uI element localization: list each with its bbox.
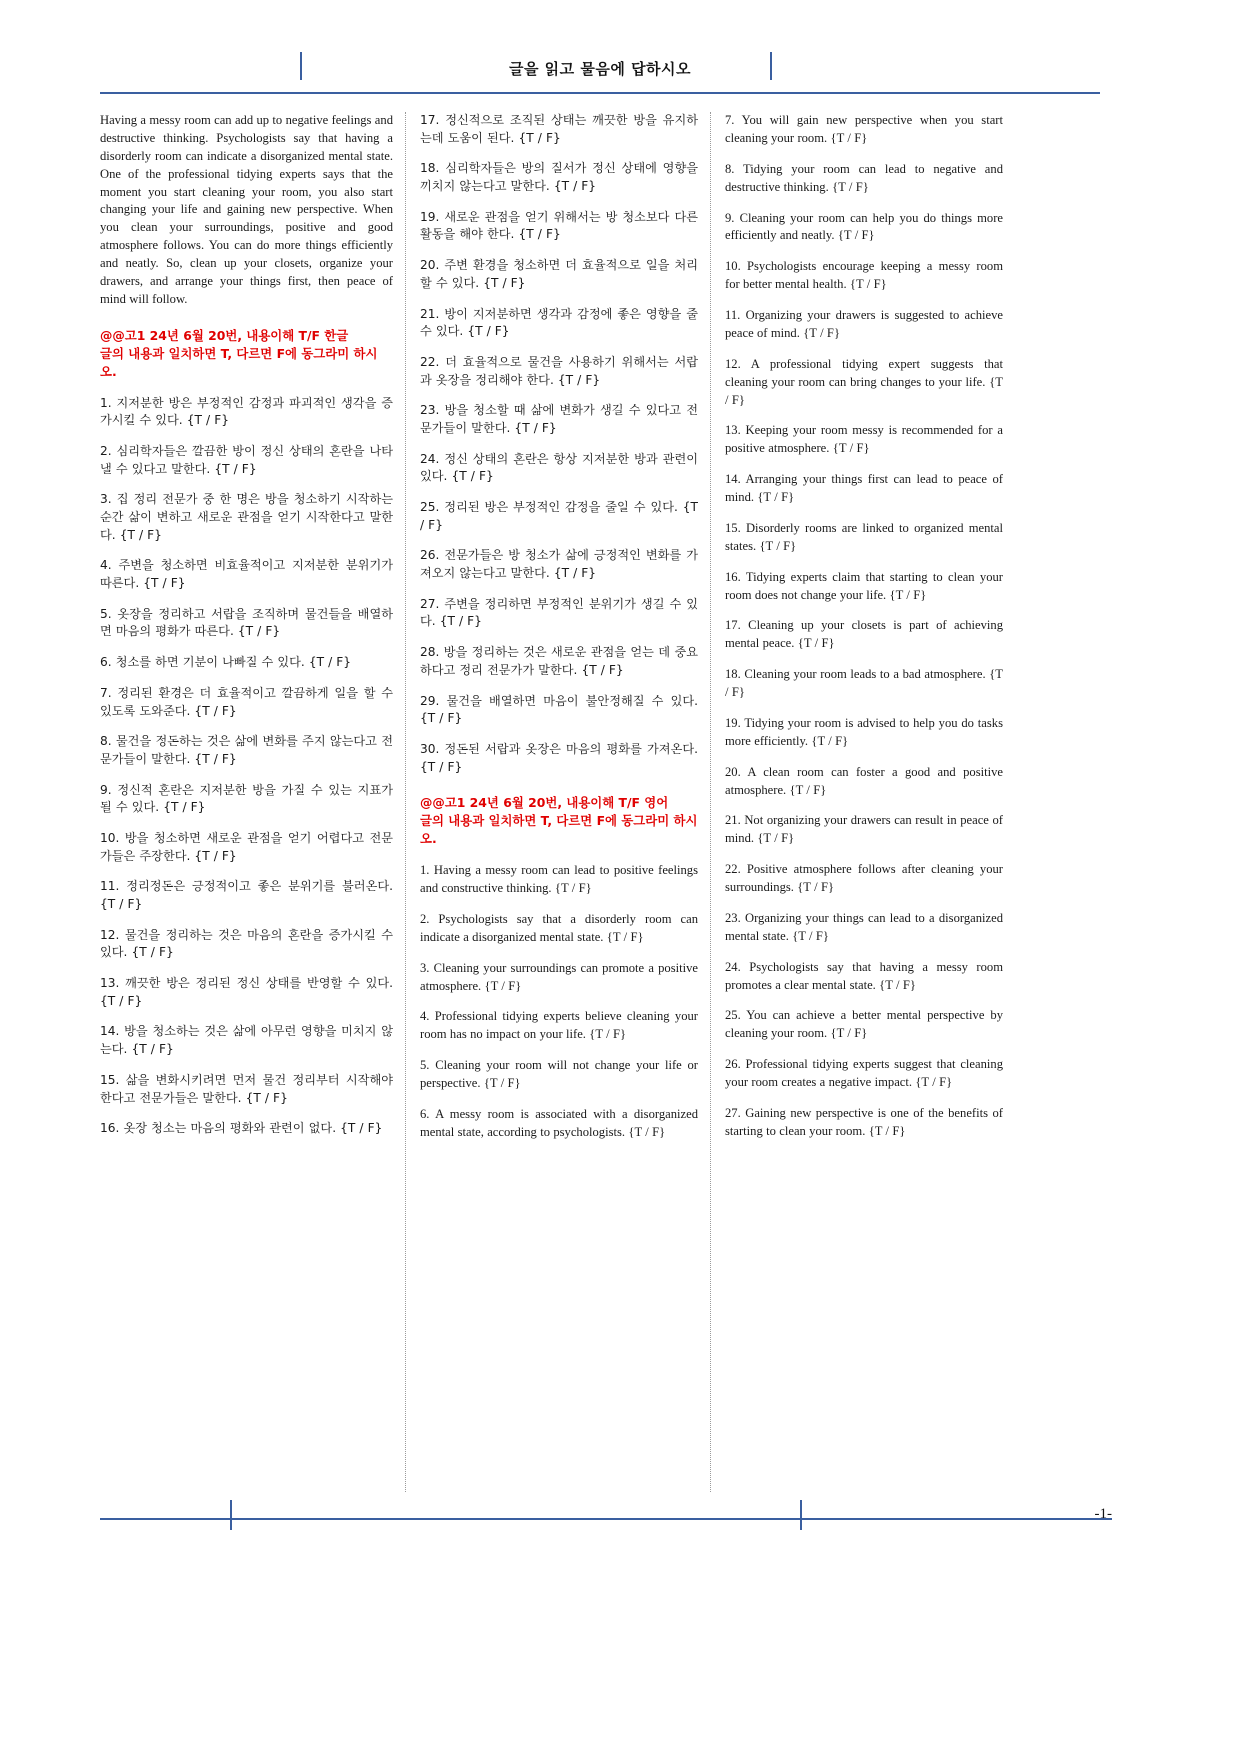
question-item[interactable]: 8. Tidying your room can lead to negative and destructive thinking. {T / F} bbox=[725, 161, 1003, 194]
column-two bbox=[405, 112, 710, 1492]
question-item[interactable]: 20. A clean room can foster a good and positive atmosphere. {T / F} bbox=[725, 764, 1003, 797]
question-item[interactable]: 21. 방이 지저분하면 생각과 감정에 좋은 영향을 줄 수 있다. {T / F} bbox=[420, 306, 698, 339]
header-tick-right bbox=[770, 52, 772, 80]
question-item[interactable]: 10. 방을 청소하면 새로운 관점을 얻기 어렵다고 전문가들은 주장한다. {T / F} bbox=[100, 830, 393, 863]
question-item[interactable]: 5. Cleaning your room will not change your life or perspective. {T / F} bbox=[420, 1058, 698, 1091]
question-item[interactable]: 3. Cleaning your surroundings can promote a positive atmosphere. {T / F} bbox=[420, 960, 698, 993]
column-three bbox=[710, 112, 1015, 1492]
reading-passage: Having a messy room can add up to negative feelings and destructive thinking. Psychologists say that having a disorderly room can indicate a disorganized mental state. One of the professional tidying experts says that the moment you start cleaning your room, you also start changing your life and gaining new perspective. When you clean your surroundings, positive and good atmosphere follows. You can do more things efficiently and neatly. So, clean up your closets, organize your drawers, and arrange your things first, then peace of mind will follow. bbox=[100, 113, 393, 306]
page-title: 글을 읽고 물음에 답하시오 bbox=[508, 60, 692, 78]
footer-divider bbox=[100, 1518, 1112, 1520]
question-item[interactable]: 19. 새로운 관점을 얻기 위해서는 방 청소보다 다른 활동을 해야 한다. {T / F} bbox=[420, 209, 698, 242]
question-item[interactable]: 14. Arranging your things first can lead to peace of mind. {T / F} bbox=[725, 472, 1003, 504]
question-item[interactable]: 25. You can achieve a better mental perspective by cleaning your room. {T / F} bbox=[725, 1008, 1003, 1041]
question-item[interactable]: 2. Psychologists say that a disorderly room can indicate a disorganized mental state. {T / F} bbox=[420, 911, 698, 944]
question-item[interactable]: 11. 정리정돈은 긍정적이고 좋은 분위기를 불러온다. {T / F} bbox=[100, 879, 393, 912]
question-item[interactable]: 6. A messy room is associated with a disorganized mental state, according to psychologists. {T / F} bbox=[420, 1106, 698, 1139]
content-columns bbox=[100, 112, 1112, 1492]
question-item[interactable]: 9. Cleaning your room can help you do things more efficiently and neatly. {T / F} bbox=[725, 210, 1003, 243]
question-item[interactable]: 17. 정신적으로 조직된 상태는 깨끗한 방을 유지하는데 도움이 된다. {T / F} bbox=[420, 113, 698, 145]
footer-tick-right bbox=[800, 1500, 802, 1530]
question-item[interactable]: 2. 심리학자들은 깔끔한 방이 정신 상태의 혼란을 나타낼 수 있다고 말한다. {T / F} bbox=[100, 443, 393, 476]
question-item[interactable]: 25. 정리된 방은 부정적인 감정을 줄일 수 있다. {T / F} bbox=[420, 500, 698, 532]
header-divider bbox=[100, 92, 1100, 94]
question-item[interactable]: 16. 옷장 청소는 마음의 평화와 관련이 없다. {T / F} bbox=[100, 1121, 383, 1136]
question-item[interactable]: 20. 주변 환경을 청소하면 더 효율적으로 일을 처리할 수 있다. {T / F} bbox=[420, 258, 698, 290]
question-item[interactable]: 15. Disorderly rooms are linked to organized mental states. {T / F} bbox=[725, 520, 1003, 553]
question-item[interactable]: 29. 물건을 배열하면 마음이 불안정해질 수 있다. {T / F} bbox=[420, 693, 698, 726]
section-heading-english bbox=[420, 794, 698, 848]
question-item[interactable]: 24. 정신 상태의 혼란은 항상 지저분한 방과 관련이 있다. {T / F} bbox=[420, 451, 698, 484]
footer-tick-left bbox=[230, 1500, 232, 1530]
section-heading-korean bbox=[100, 327, 393, 381]
question-item[interactable]: 7. You will gain new perspective when you start cleaning your room. {T / F} bbox=[725, 113, 1003, 145]
question-item[interactable]: 21. Not organizing your drawers can result in peace of mind. {T / F} bbox=[725, 813, 1003, 846]
question-item[interactable]: 19. Tidying your room is advised to help you do tasks more efficiently. {T / F} bbox=[725, 715, 1003, 748]
question-item[interactable]: 5. 옷장을 정리하고 서랍을 조직하며 물건들을 배열하면 마음의 평화가 따른다. {T / F} bbox=[100, 606, 393, 639]
question-item[interactable]: 24. Psychologists say that having a messy room promotes a clear mental state. {T / F} bbox=[725, 959, 1003, 992]
question-item[interactable]: 12. 물건을 정리하는 것은 마음의 혼란을 증가시킬 수 있다. {T / F} bbox=[100, 927, 393, 960]
question-item[interactable]: 12. A professional tidying expert suggests that cleaning your room can bring changes to your life. {T / F} bbox=[725, 356, 1003, 407]
question-item[interactable]: 18. Cleaning your room leads to a bad atmosphere. {T / F} bbox=[725, 667, 1003, 699]
question-item[interactable]: 3. 집 정리 전문가 중 한 명은 방을 청소하기 시작하는 순간 삶이 변하고 새로운 관점을 얻기 시작한다고 말한다. {T / F} bbox=[100, 492, 393, 542]
question-item[interactable]: 27. Gaining new perspective is one of the benefits of starting to clean your room. {T / F} bbox=[725, 1105, 1003, 1138]
question-item[interactable]: 13. Keeping your room messy is recommended for a positive atmosphere. {T / F} bbox=[725, 423, 1003, 456]
question-item[interactable]: 1. 지저분한 방은 부정적인 감정과 파괴적인 생각을 증가시킬 수 있다. {T / F} bbox=[100, 395, 393, 428]
question-item[interactable]: 13. 깨끗한 방은 정리된 정신 상태를 반영할 수 있다. {T / F} bbox=[100, 976, 393, 1008]
page-header bbox=[100, 52, 1100, 100]
question-item[interactable]: 4. 주변을 청소하면 비효율적이고 지저분한 분위기가 따른다. {T / F} bbox=[100, 558, 393, 591]
question-item[interactable]: 30. 정돈된 서랍과 옷장은 마음의 평화를 가져온다. {T / F} bbox=[420, 741, 698, 774]
question-item[interactable]: 15. 삶을 변화시키려면 먼저 물건 정리부터 시작해야 한다고 전문가들은 말한다. {T / F} bbox=[100, 1072, 393, 1105]
question-item[interactable]: 1. Having a messy room can lead to positive feelings and constructive thinking. {T / F} bbox=[420, 863, 698, 896]
question-item[interactable]: 4. Professional tidying experts believe cleaning your room has no impact on your life. {T / F} bbox=[420, 1009, 698, 1042]
question-item[interactable]: 6. 청소를 하면 기분이 나빠질 수 있다. {T / F} bbox=[100, 655, 352, 670]
page-number: -1- bbox=[1094, 1506, 1112, 1522]
question-item[interactable]: 17. Cleaning up your closets is part of achieving mental peace. {T / F} bbox=[725, 618, 1003, 651]
question-item[interactable]: 28. 방을 정리하는 것은 새로운 관점을 얻는 데 중요하다고 정리 전문가가 말한다. {T / F} bbox=[420, 645, 698, 677]
question-item[interactable]: 23. 방을 청소할 때 삶에 변화가 생길 수 있다고 전문가들이 말한다. {T / F} bbox=[420, 403, 698, 435]
heading-line-1: @@고1 24년 6월 20번, 내용이해 T/F 영어 bbox=[420, 795, 669, 811]
question-item[interactable]: 22. Positive atmosphere follows after cleaning your surroundings. {T / F} bbox=[725, 862, 1003, 894]
question-item[interactable]: 26. 전문가들은 방 청소가 삶에 긍정적인 변화를 가져오지 않는다고 말한다. {T / F} bbox=[420, 548, 698, 581]
heading-line-1: @@고1 24년 6월 20번, 내용이해 T/F 한글 bbox=[100, 327, 349, 343]
heading-line-2: 글의 내용과 일치하면 T, 다르면 F에 동그라미 하시오. bbox=[100, 345, 378, 379]
header-tick-left bbox=[300, 52, 302, 80]
question-item[interactable]: 22. 더 효율적으로 물건을 사용하기 위해서는 서랍과 옷장을 정리해야 한다. {T / F} bbox=[420, 354, 698, 387]
question-item[interactable]: 11. Organizing your drawers is suggested to achieve peace of mind. {T / F} bbox=[725, 308, 1003, 340]
question-item[interactable]: 10. Psychologists encourage keeping a messy room for better mental health. {T / F} bbox=[725, 259, 1003, 292]
question-item[interactable]: 23. Organizing your things can lead to a disorganized mental state. {T / F} bbox=[725, 910, 1003, 943]
page-footer bbox=[100, 1500, 1112, 1560]
heading-line-2: 글의 내용과 일치하면 T, 다르면 F에 동그라미 하시오. bbox=[420, 813, 698, 847]
question-item[interactable]: 18. 심리학자들은 방의 질서가 정신 상태에 영향을 끼치지 않는다고 말한다. {T / F} bbox=[420, 161, 698, 194]
question-item[interactable]: 9. 정신적 혼란은 지저분한 방을 가질 수 있는 지표가 될 수 있다. {T / F} bbox=[100, 782, 393, 815]
question-item[interactable]: 27. 주변을 정리하면 부정적인 분위기가 생길 수 있다. {T / F} bbox=[420, 596, 698, 629]
question-item[interactable]: 16. Tidying experts claim that starting to clean your room does not change your life. {T / F} bbox=[725, 569, 1003, 602]
question-item[interactable]: 14. 방을 청소하는 것은 삶에 아무런 영향을 미치지 않는다. {T / F} bbox=[100, 1024, 393, 1057]
question-item[interactable]: 7. 정리된 환경은 더 효율적이고 깔끔하게 일을 할 수 있도록 도와준다. {T / F} bbox=[100, 685, 393, 718]
question-item[interactable]: 26. Professional tidying experts suggest that cleaning your room creates a negative impact. {T / F} bbox=[725, 1057, 1003, 1089]
question-item[interactable]: 8. 물건을 정돈하는 것은 삶에 변화를 주지 않는다고 전문가들이 말한다. {T / F} bbox=[100, 734, 393, 766]
column-one bbox=[100, 112, 405, 1492]
